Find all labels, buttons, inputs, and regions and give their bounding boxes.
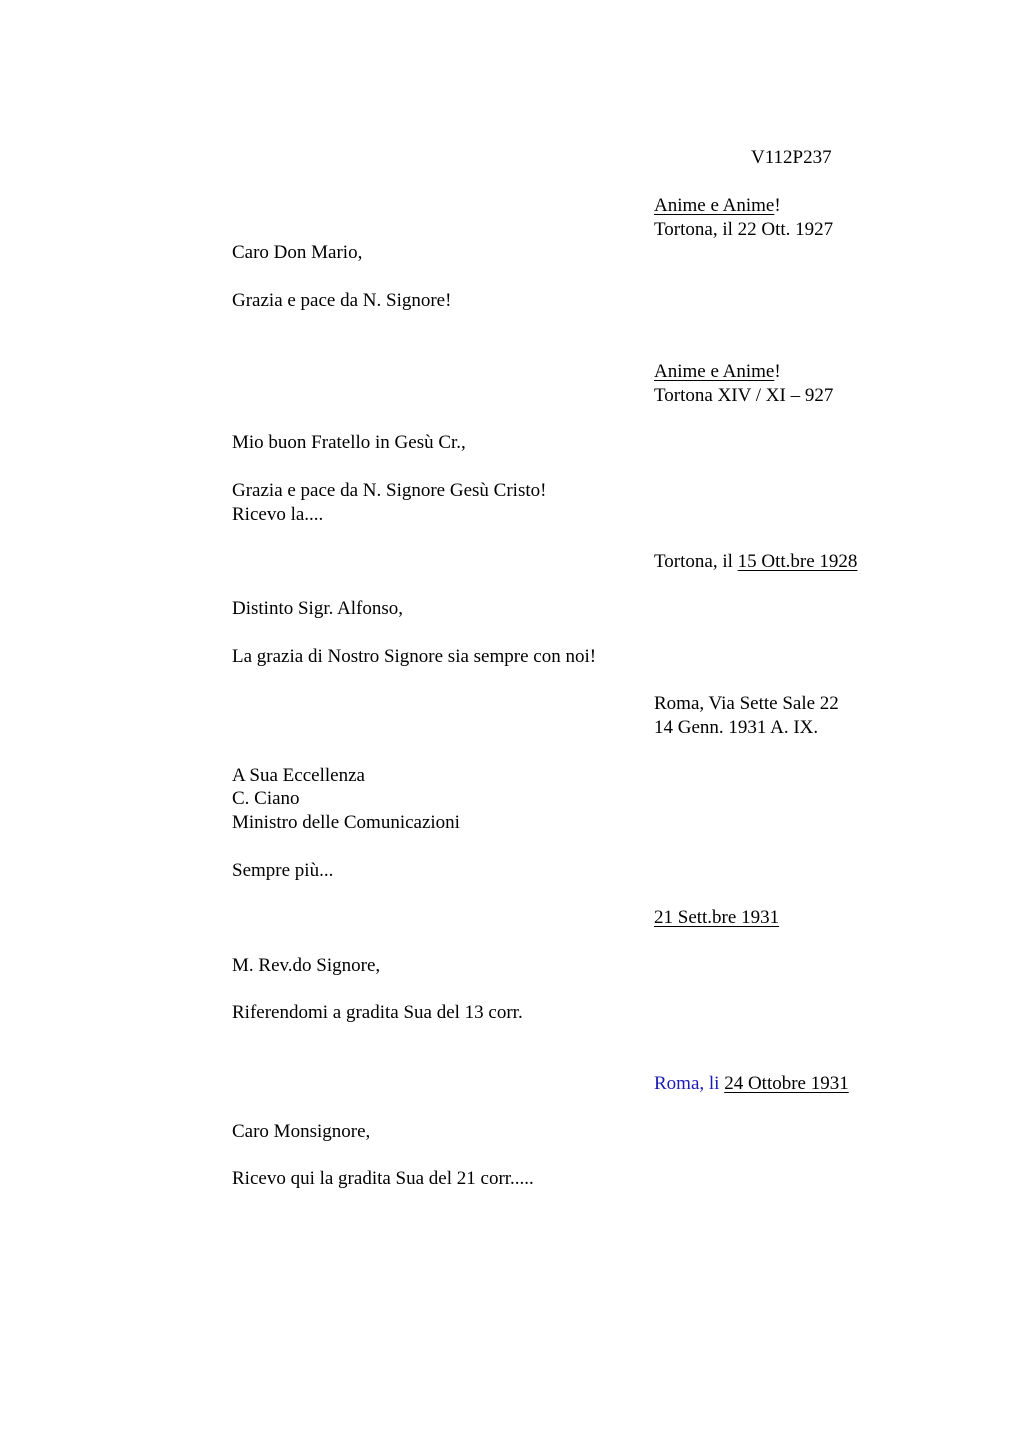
letter-4-recipient-line-3: Ministro delle Comunicazioni bbox=[232, 812, 460, 833]
letter-6-salutation: Caro Monsignore, bbox=[232, 1121, 371, 1142]
letter-2-opening: Ricevo la.... bbox=[232, 504, 324, 525]
letter-2-motto-punct: ! bbox=[774, 361, 781, 382]
letter-1-greeting: Grazia e pace da N. Signore! bbox=[232, 290, 452, 311]
letter-1-salutation: Caro Don Mario, bbox=[232, 242, 363, 263]
letter-3-greeting: La grazia di Nostro Signore sia sempre con noi! bbox=[232, 646, 597, 667]
letter-6-place-date bbox=[654, 1072, 849, 1096]
letter-4-opening: Sempre più... bbox=[232, 860, 334, 881]
letter-2-motto-text: Anime e Anime bbox=[654, 361, 775, 382]
letter-1-header-motto bbox=[654, 194, 781, 218]
letter-6-date: 24 Ottobre 1931 bbox=[724, 1073, 849, 1094]
letter-6-place: Roma, li bbox=[654, 1073, 725, 1094]
letter-3-place-date bbox=[654, 550, 857, 574]
letter-5-opening: Riferendomi a gradita Sua del 13 corr. bbox=[232, 1002, 523, 1023]
letter-1-place-date: Tortona, il 22 Ott. 1927 bbox=[654, 219, 834, 240]
letter-5-date: 21 Sett.bre 1931 bbox=[654, 907, 780, 928]
letter-1-motto-punct: ! bbox=[774, 195, 781, 216]
letter-4-recipient-line-2: C. Ciano bbox=[232, 788, 300, 809]
letter-2-greeting: Grazia e pace da N. Signore Gesù Cristo! bbox=[232, 480, 547, 501]
letter-3-place: Tortona, il bbox=[654, 551, 738, 572]
letter-5-salutation: M. Rev.do Signore, bbox=[232, 955, 381, 976]
letter-3-date: 15 Ott.bre 1928 bbox=[737, 551, 858, 572]
letter-2-salutation: Mio buon Fratello in Gesù Cr., bbox=[232, 432, 466, 453]
letter-4-address: Roma, Via Sette Sale 22 bbox=[654, 693, 839, 714]
document-code: V112P237 bbox=[751, 147, 832, 168]
letter-2-header-motto bbox=[654, 360, 781, 384]
letter-1-motto-text: Anime e Anime bbox=[654, 195, 775, 216]
letter-4-recipient-line-1: A Sua Eccellenza bbox=[232, 765, 365, 786]
letter-3-salutation: Distinto Sigr. Alfonso, bbox=[232, 598, 404, 619]
letter-2-place-date: Tortona XIV / XI – 927 bbox=[654, 385, 834, 406]
letter-6-opening: Ricevo qui la gradita Sua del 21 corr..... bbox=[232, 1168, 534, 1189]
letter-4-date: 14 Genn. 1931 A. IX. bbox=[654, 717, 819, 738]
